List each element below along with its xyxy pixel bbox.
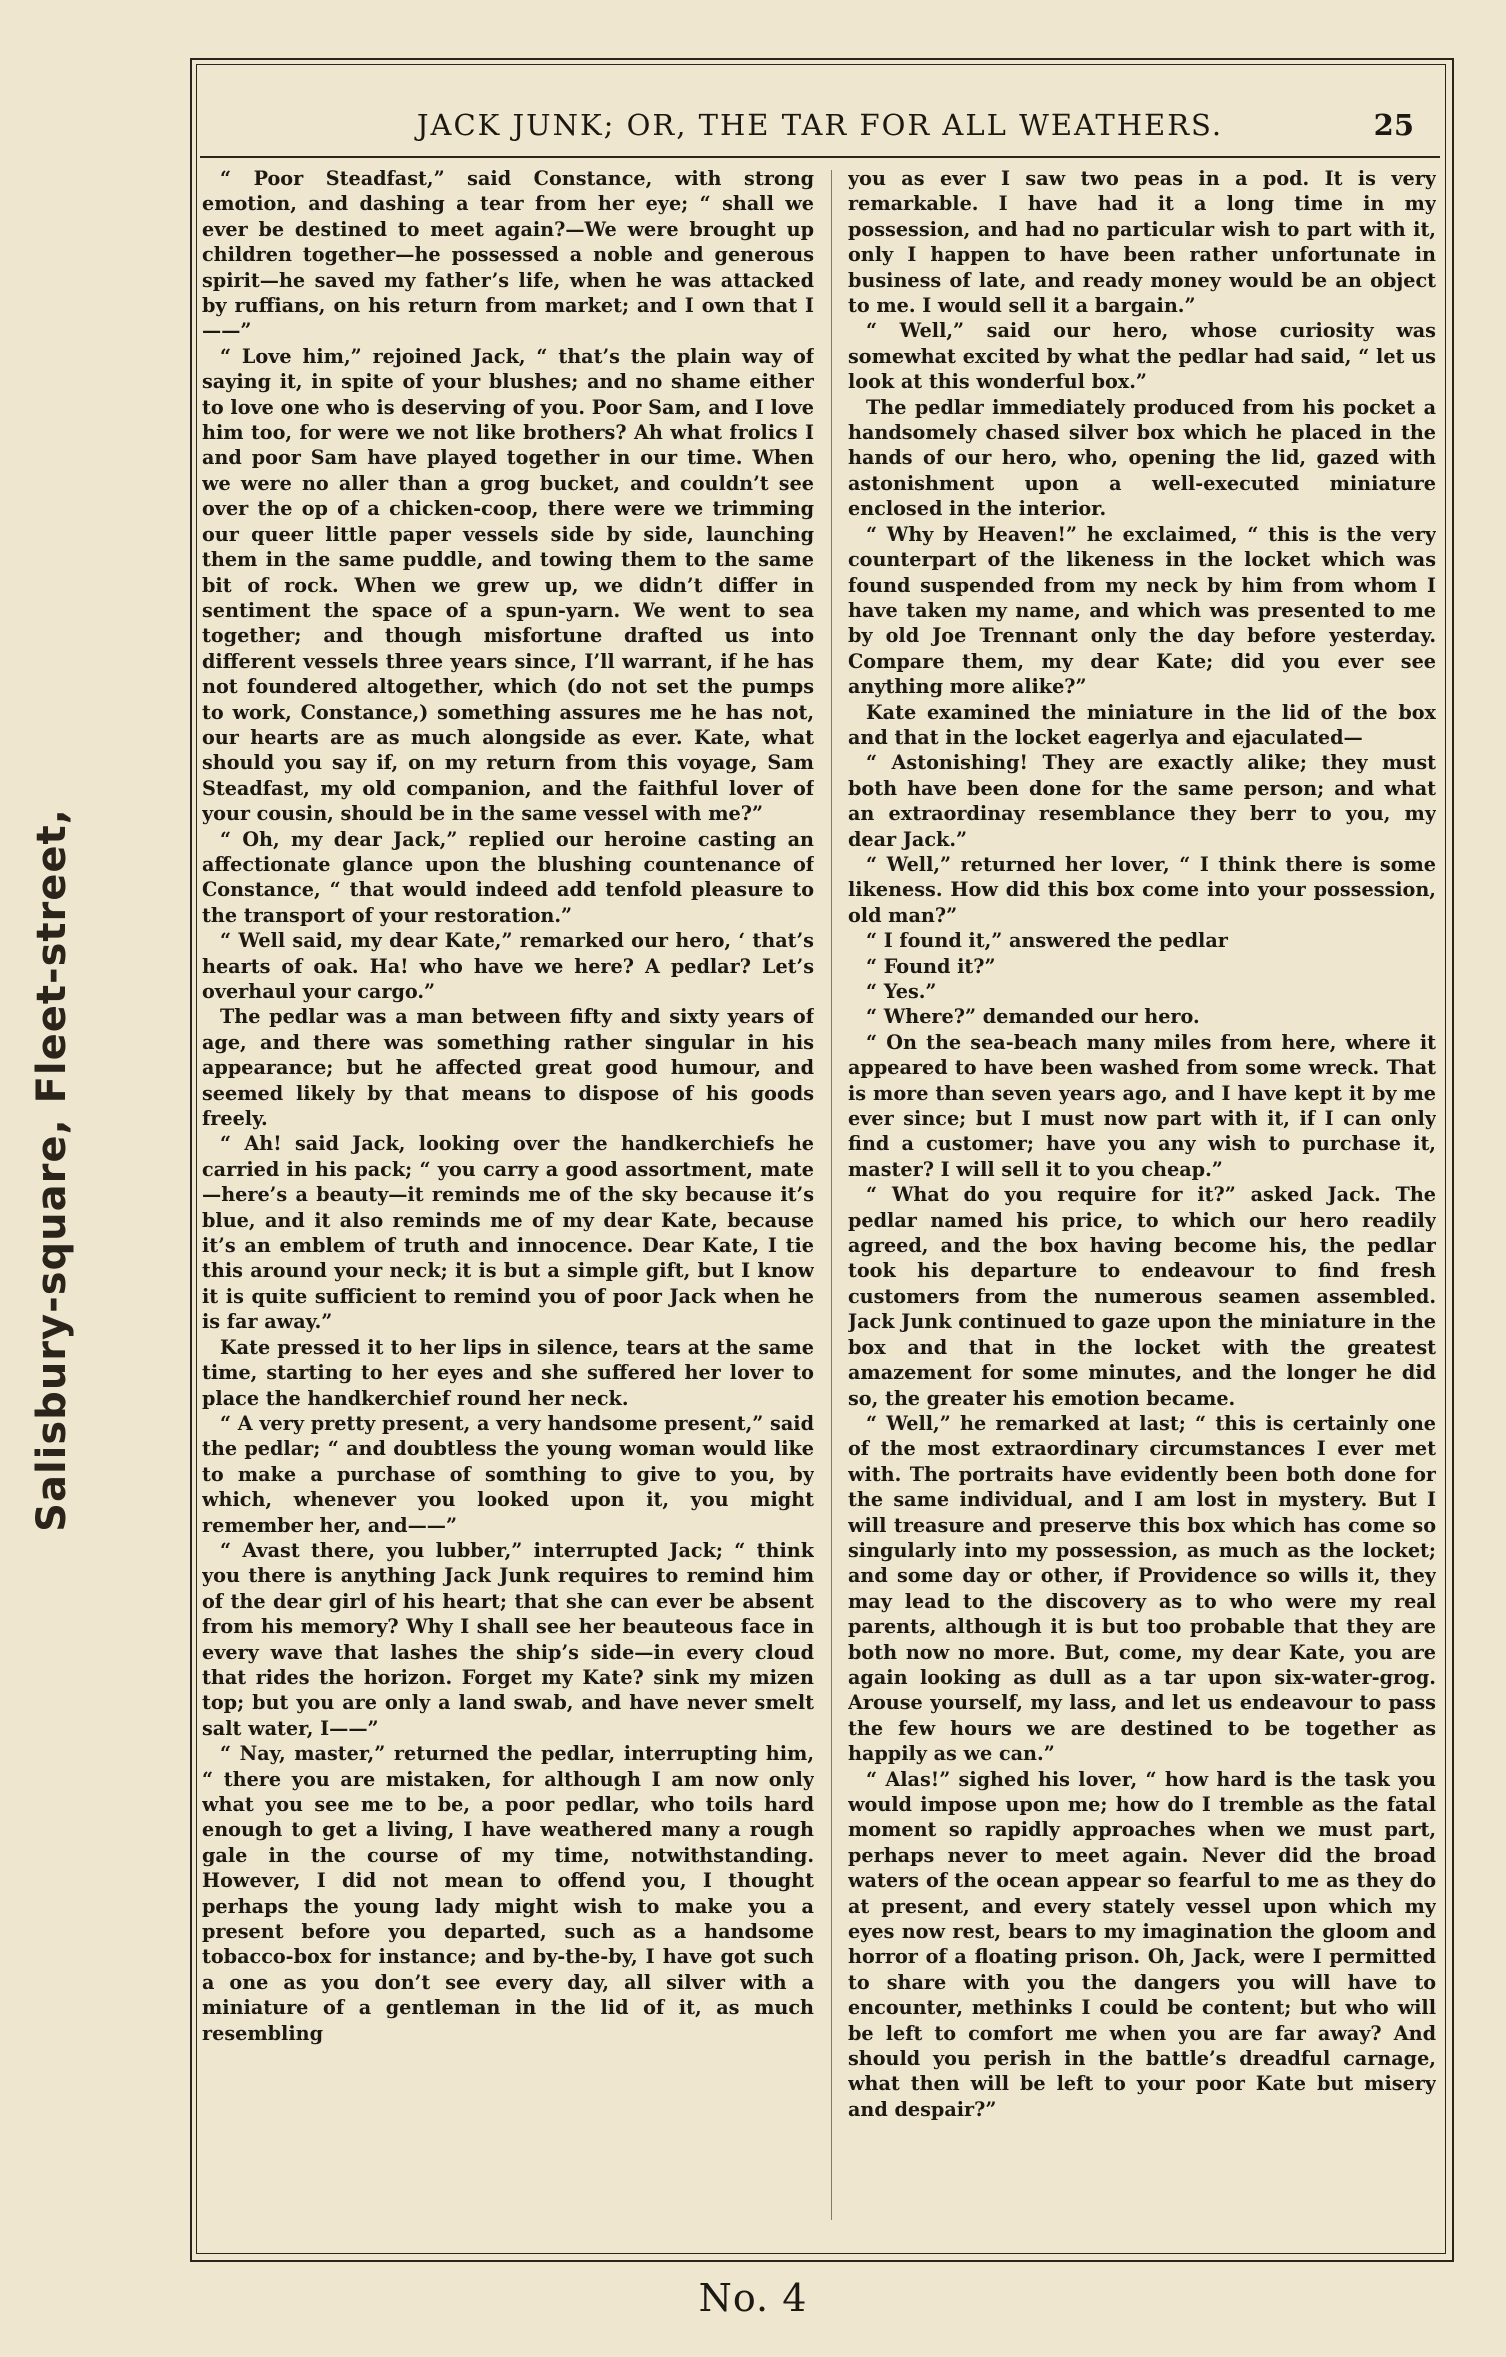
imprint-text: Salisbury-square, Fleet-street,: [29, 808, 75, 1532]
paragraph: “ Well said, my dear Kate,” remarked our hero, ‘ that’s hearts of oak. Ha! who have we here? A pedlar? Let’s overhaul your cargo.”: [202, 929, 814, 1003]
paragraph: you as ever I saw two peas in a pod. It is very remarkable. I have had it a long time in my possession, and had no particular wish to part with it, only I happen to have been rather unfortunate in business of late, and ready money would be an object to me. I would sell it a bargain.”: [848, 167, 1436, 318]
paragraph: “ Nay, master,” returned the pedlar, interrupting him, “ there you are mistaken, for although I am now only what you see me to be, a poor pedlar, who toils hard enough to get a living, I have weathered many a rough gale in the course of my time, notwithstanding. However, I did not mean to offend you, I thought perhaps the young lady might wish to make you a present before you departed, such as a handsome tobacco-box for instance; and by-the-by, I have got such a one as you don’t see every day, all silver with a miniature of a gentleman in the lid of it, as much resembling: [202, 1742, 814, 2045]
paragraph: “ Oh, my dear Jack,” replied our heroine casting an affectionate glance upon the blushing countenance of Constance, “ that would indeed add tenfold pleasure to the transport of your restoration.”: [202, 827, 814, 927]
paragraph: The pedlar immediately produced from his pocket a handsomely chased silver box which he placed in the hands of our hero, who, opening the lid, gazed with astonishment upon a well-executed miniature enclosed in the interior.: [848, 395, 1436, 521]
side-imprint: [0, 0, 100, 2357]
paragraph: Kate examined the miniature in the lid of the box and that in the locket eagerlya and ejaculated—: [848, 700, 1436, 749]
running-title: JACK JUNK; OR, THE TAR FOR ALL WEATHERS.: [416, 108, 1224, 142]
paragraph: “ Where?” demanded our hero.: [866, 1005, 1200, 1029]
column-divider: [831, 170, 832, 2220]
running-header: [200, 96, 1440, 158]
paragraph: “ I found it,” answered the pedlar: [866, 929, 1228, 953]
paragraph: “ Found it?”: [866, 954, 996, 978]
paragraph: “ Love him,” rejoined Jack, “ that’s the plain way of saying it, in spite of your blushes; and no shame either to love one who is deserving of you. Poor Sam, and I love him too, for were we not like brothers? Ah what frolics I and poor Sam have played together in our time. When we were no aller than a grog bucket, and couldn’t see over the op of a chicken-coop, there were we trimming our queer little paper vessels side by side, launching them in the same puddle, and towing them to the same bit of rock. When we grew up, we didn’t differ in sentiment the space of a spun-yarn. We went to sea together; and though misfortune drafted us into different vessels three years since, I’ll warrant, if he has not foundered altogether, which (do not set the pumps to work, Constance,) something assures me he has not, our hearts are as much alongside as ever. Kate, what should you say if, on my return from this voyage, Sam Steadfast, my old companion, and the faithful lover of your cousin, should be in the same vessel with me?”: [202, 344, 814, 826]
paragraph: “ Well,” he remarked at last; “ this is certainly one of the most extraordinary circumstances I ever met with. The portraits have evidently been both done for the same individual, and I am lost in mystery. But I will treasure and preserve this box which has come so singularly into my possession, as much as the locket; and some day or other, if Providence so wills it, they may lead to the discovery as to who were my real parents, although it is but too probable that they are both now no more. But, come, my dear Kate, you are again looking as dull as a tar upon six-water-grog. Arouse yourself, my lass, and let us endeavour to pass the few hours we are destined to be together as happily as we can.”: [848, 1411, 1436, 1766]
paragraph: “ Astonishing! They are exactly alike; they must both have been done for the same person; and what an extraordinay resemblance they berr to you, my dear Jack.”: [848, 751, 1436, 851]
bottom-rule: [196, 2260, 1446, 2262]
paragraph: “ Ah! said Jack, looking over the handkerchiefs he carried in his pack; “ you carry a good assortment, mate—here’s a beauty—it reminds me of the sky because it’s blue, and it also reminds me of my dear Kate, because it’s an emblem of truth and innocence. Dear Kate, I tie this around your neck; it is but a simple gift, but I know it is quite sufficient to remind you of poor Jack when he is far away.”: [202, 1132, 814, 1334]
paragraph: “ On the sea-beach many miles from here, where it appeared to have been washed from some wreck. That is more than seven years ago, and I have kept it by me ever since; but I must now part with it, if I can only find a customer; have you any wish to purchase it, master? I will sell it to you cheap.”: [848, 1030, 1436, 1181]
paragraph: “ A very pretty present, a very handsome present,” said the pedlar; “ and doubtless the young woman would like to make a purchase of somthing to give to you, by which, whenever you looked upon it, you might remember her, and——”: [202, 1411, 814, 1537]
page-number: 25: [1373, 108, 1414, 142]
issue-number: No. 4: [698, 2276, 808, 2320]
paragraph: “ Yes.”: [866, 980, 937, 1003]
paragraph: The pedlar was a man between fifty and sixty years of age, and there was something rather singular in his appearance; but he affected great good humour, and seemed likely by that means to dispose of his goods freely.: [202, 1005, 814, 1131]
paragraph: “ Well,” returned her lover, “ I think there is some likeness. How did this box come into your possession, old man?”: [848, 852, 1436, 927]
paragraph: “ Alas!” sighed his lover, “ how hard is the task you would impose upon me; how do I tremble as the fatal moment so rapidly approaches when we must part, perhaps never to meet again. Never did the broad waters of the ocean appear so fearful to me as they do at present, and every stately vessel upon which my eyes now rest, bears to my imagination the gloom and horror of a floating prison. Oh, Jack, were I permitted to share with you the dangers you will have to encounter, methinks I could be content; but who will be left to comfort me when you are far away? And should you perish in the battle’s dreadful carnage, what then will be left to your poor Kate but misery and despair?”: [848, 1767, 1436, 2121]
paragraph: “ What do you require for it?” asked Jack. The pedlar named his price, to which our hero readily agreed, and the box having become his, the pedlar took his departure to endeavour to find fresh customers from the numerous seamen assembled. Jack Junk continued to gaze upon the miniature in the box and that in the locket with the greatest amazement for some minutes, and the longer he did so, the greater his emotion became.: [848, 1183, 1436, 1410]
paragraph: “ Well,” said our hero, whose curiosity was somewhat excited by what the pedlar had said, “ let us look at this wonderful box.”: [848, 319, 1436, 394]
paragraph: Kate pressed it to her lips in silence, tears at the same time, starting to her eyes and she suffered her lover to place the handkerchief round her neck.: [202, 1335, 814, 1410]
paragraph: “ Avast there, you lubber,” interrupted Jack; “ think you there is anything Jack Junk requires to remind him of the dear girl of his heart; that she can ever be absent from his memory? Why I shall see her beauteous face in every wave that lashes the ship’s side—in every cloud that rides the horizon. Forget my Kate? sink my mizen top; but you are only a land swab, and have never smelt salt water, I——”: [202, 1538, 814, 1740]
paragraph: “ Poor Steadfast,” said Constance, with strong emotion, and dashing a tear from her eye; “ shall we ever be destined to meet again?—We were brought up children together—he possessed a noble and generous spirit—he saved my father’s life, when he was attacked by ruffians, on his return from market; and I own that I——”: [202, 167, 814, 343]
paragraph: “ Why by Heaven!” he exclaimed, “ this is the very counterpart of the likeness in the locket which was found suspended from my neck by him from whom I have taken my name, and which was presented to me by old Joe Trennant only the day before yesterday. Compare them, my dear Kate; did you ever see anything more alike?”: [848, 522, 1436, 699]
right-column: [848, 166, 1436, 2226]
left-column: [202, 166, 814, 2226]
